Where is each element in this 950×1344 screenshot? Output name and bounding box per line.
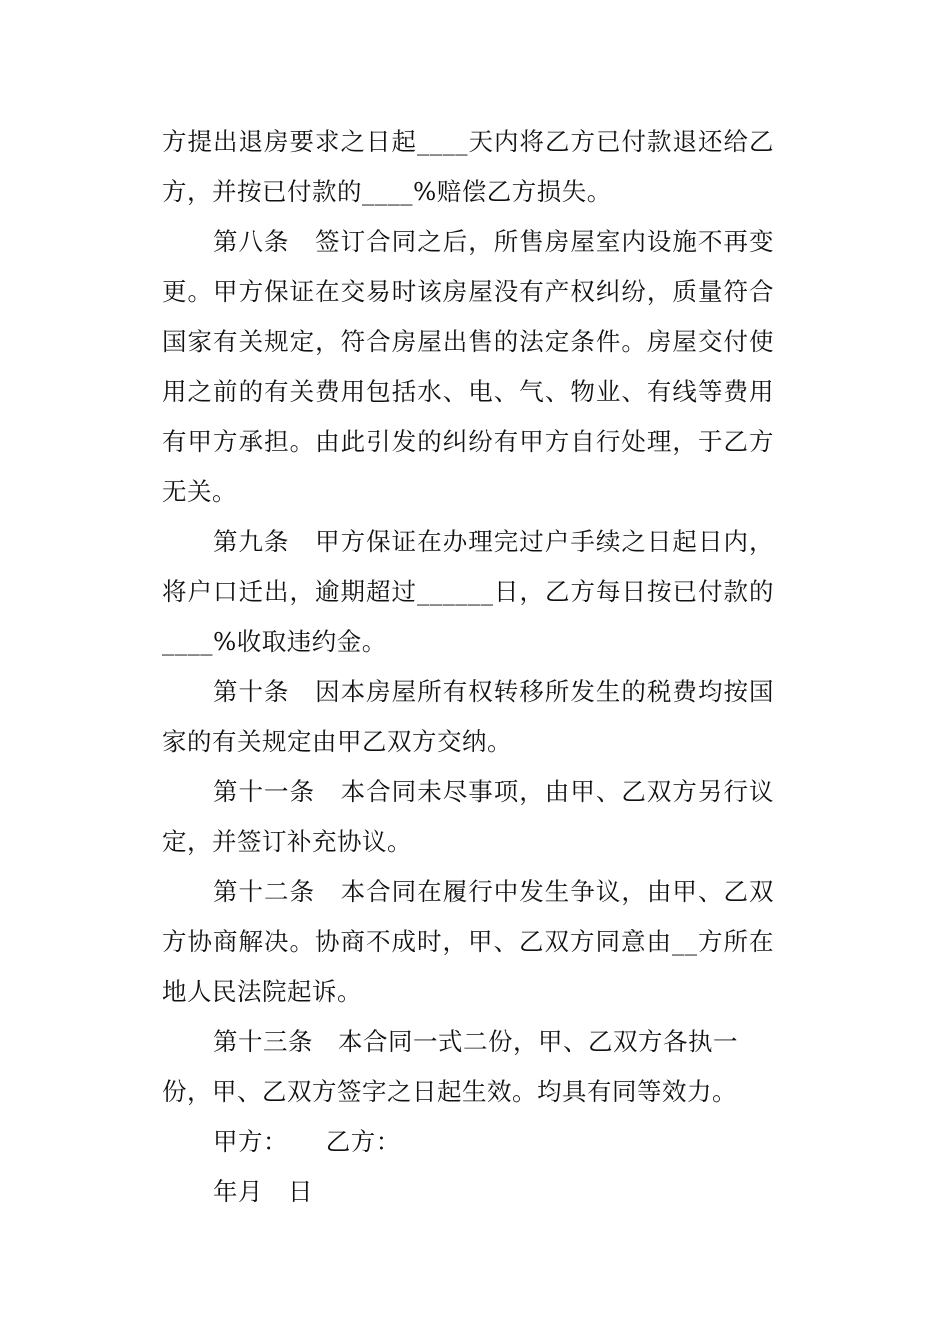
article-11-heading-line: 第十一条 本合同未尽事项，由甲、乙双方另行议 (213, 777, 774, 806)
text-line: 方，并按已付款的____%赔偿乙方损失。 (162, 177, 612, 206)
text-line: 有甲方承担。由此引发的纠纷有甲方自行处理，于乙方 (162, 427, 774, 456)
text-line: 份，甲、乙双方签字之日起生效。均具有同等效力。 (162, 1077, 737, 1106)
contract-page (162, 117, 774, 1217)
text-line: 地人民法院起诉。 (162, 977, 362, 1006)
text-line: 国家有关规定，符合房屋出售的法定条件。房屋交付使 (162, 327, 774, 356)
text-line: 方协商解决。协商不成时，甲、乙双方同意由__方所在 (162, 927, 774, 956)
article-8-heading-line: 第八条 签订合同之后，所售房屋室内设施不再变 (213, 227, 774, 256)
text-line: 用之前的有关费用包括水、电、气、物业、有线等费用 (162, 377, 774, 406)
article-12-heading-line: 第十二条 本合同在履行中发生争议，由甲、乙双 (213, 877, 774, 906)
text-line: 方提出退房要求之日起____天内将乙方已付款退还给乙 (162, 127, 774, 156)
article-9-heading-line: 第九条 甲方保证在办理完过户手续之日起日内， (213, 527, 774, 556)
text-line: 更。甲方保证在交易时该房屋没有产权纠纷，质量符合 (162, 277, 774, 306)
article-13-heading-line: 第十三条 本合同一式二份，甲、乙双方各执一 (213, 1027, 738, 1056)
text-line: 将户口迁出，逾期超过______日，乙方每日按已付款的 (162, 577, 774, 606)
text-line: 无关。 (162, 477, 237, 506)
text-line: 定，并签订补充协议。 (162, 827, 412, 856)
text-line: ____%收取违约金。 (162, 627, 387, 656)
signature-date-line: 年月 日 (213, 1177, 313, 1206)
text-line: 家的有关规定由甲乙双方交纳。 (162, 727, 512, 756)
signature-parties-line: 甲方： 乙方： (213, 1127, 401, 1156)
article-10-heading-line: 第十条 因本房屋所有权转移所发生的税费均按国 (213, 677, 774, 706)
